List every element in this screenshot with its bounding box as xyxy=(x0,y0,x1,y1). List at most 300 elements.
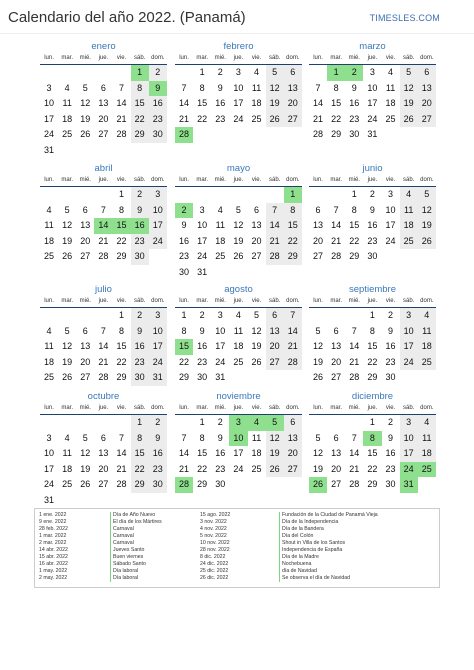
day-cell: 7 xyxy=(351,325,357,336)
empty-day-cell xyxy=(40,415,58,431)
day-cell: 14 xyxy=(313,98,324,108)
day-cell: 17 xyxy=(400,446,418,462)
day-cell: 7 xyxy=(284,308,302,324)
day-cell: 11 xyxy=(418,324,436,340)
weekday-header: mar. xyxy=(58,175,76,187)
day-cell: 24 xyxy=(215,356,226,367)
day-cell: 12 xyxy=(80,448,91,458)
weekday-header: dom. xyxy=(418,175,436,187)
day-cell: 28 xyxy=(331,251,342,261)
holiday-day-cell: 28 xyxy=(175,477,193,493)
empty-day-cell xyxy=(211,187,229,203)
day-cell: 10 xyxy=(215,325,226,336)
weekday-header: mié. xyxy=(211,53,229,65)
month-name: abril xyxy=(94,163,113,174)
day-cell: 15 xyxy=(331,98,342,108)
holiday-day-cell: 2 xyxy=(345,65,363,81)
month-name: febrero xyxy=(223,41,254,52)
day-cell: 3 xyxy=(369,67,375,77)
legend-holiday-name: Día laboral xyxy=(113,575,139,581)
day-cell: 9 xyxy=(181,220,187,230)
empty-day-cell xyxy=(76,65,94,81)
day-cell: 31 xyxy=(44,494,55,505)
day-cell: 7 xyxy=(100,325,106,336)
day-cell: 15 xyxy=(349,220,360,230)
weekday-header: dom. xyxy=(284,53,302,65)
day-cell: 16 xyxy=(149,96,167,112)
month-name: julio xyxy=(95,284,112,295)
day-cell: 14 xyxy=(179,98,190,108)
day-cell: 1 xyxy=(199,417,205,427)
day-cell: 10 xyxy=(233,82,244,93)
day-cell: 6 xyxy=(418,65,436,81)
day-cell: 24 xyxy=(385,235,396,246)
weekday-header: sáb. xyxy=(400,403,418,415)
day-cell: 13 xyxy=(98,98,109,108)
day-cell: 20 xyxy=(251,235,262,246)
day-cell: 4 xyxy=(64,82,70,93)
weekday-header: vie. xyxy=(113,53,131,65)
brand-logo[interactable]: TIMESLES.COM xyxy=(369,13,440,23)
day-cell: 4 xyxy=(400,187,418,203)
day-cell: 9 xyxy=(388,325,394,336)
weekday-header: lun. xyxy=(175,296,193,308)
day-cell: 20 xyxy=(331,463,342,474)
day-cell: 12 xyxy=(62,220,73,230)
holiday-day-cell: 2 xyxy=(175,203,193,219)
day-cell: 17 xyxy=(149,218,167,234)
weekday-header: vie. xyxy=(248,175,266,187)
day-cell: 26 xyxy=(400,112,418,128)
day-cell: 19 xyxy=(251,341,262,351)
empty-day-cell xyxy=(175,65,193,81)
day-cell: 14 xyxy=(331,220,342,230)
day-cell: 25 xyxy=(251,113,262,124)
day-cell: 3 xyxy=(400,308,418,324)
legend-date: 15 abr. 2022 xyxy=(39,554,68,560)
day-cell: 8 xyxy=(131,431,149,447)
day-cell: 11 xyxy=(62,448,72,458)
legend-date: 9 ene. 2022 xyxy=(39,519,67,525)
day-cell: 13 xyxy=(80,341,91,351)
weekday-header: mar. xyxy=(193,175,211,187)
day-cell: 9 xyxy=(351,82,357,93)
day-cell: 14 xyxy=(349,448,360,458)
holiday-day-cell: 5 xyxy=(266,415,284,431)
day-cell: 2 xyxy=(131,308,149,324)
day-cell: 30 xyxy=(367,251,378,261)
month-name: junio xyxy=(362,163,383,174)
day-cell: 22 xyxy=(331,113,342,124)
day-cell: 26 xyxy=(80,129,91,139)
legend-holiday-name: Día laboral xyxy=(113,568,139,574)
weekday-header: mié. xyxy=(211,175,229,187)
month-days-grid xyxy=(175,403,302,493)
day-cell: 17 xyxy=(400,339,418,355)
day-cell: 29 xyxy=(367,372,378,382)
day-cell: 11 xyxy=(233,325,244,336)
day-cell: 28 xyxy=(349,372,360,382)
day-cell: 23 xyxy=(385,356,396,367)
legend-date: 3 nov. 2022 xyxy=(200,519,227,525)
day-cell: 22 xyxy=(131,462,149,478)
day-cell: 5 xyxy=(315,432,321,443)
day-cell: 17 xyxy=(149,339,167,355)
day-cell: 16 xyxy=(215,98,226,108)
holiday-day-cell: 14 xyxy=(94,218,112,234)
empty-day-cell xyxy=(58,65,76,81)
holiday-day-cell: 26 xyxy=(309,477,327,493)
empty-day-cell xyxy=(94,65,112,81)
day-cell: 30 xyxy=(149,127,167,143)
day-cell: 29 xyxy=(131,477,149,493)
day-cell: 6 xyxy=(100,82,106,93)
day-cell: 20 xyxy=(418,96,436,112)
weekday-header: vie. xyxy=(248,403,266,415)
day-cell: 2 xyxy=(369,189,375,199)
weekday-header: sáb. xyxy=(400,175,418,187)
day-cell: 7 xyxy=(315,82,321,93)
legend-divider xyxy=(110,512,111,582)
day-cell: 28 xyxy=(98,372,109,382)
day-cell: 6 xyxy=(284,415,302,431)
month-enero xyxy=(40,40,167,158)
month-name: diciembre xyxy=(351,391,394,402)
day-cell: 21 xyxy=(116,463,127,474)
day-cell: 22 xyxy=(179,356,190,367)
month-octubre xyxy=(40,390,167,508)
day-cell: 26 xyxy=(313,372,324,382)
legend-holiday-name: Fundación de la Ciudad de Panamá Vieja xyxy=(282,512,378,518)
day-cell: 3 xyxy=(149,308,167,324)
day-cell: 4 xyxy=(418,415,436,431)
legend-holiday-name: Carnaval xyxy=(113,540,134,546)
weekday-header: mar. xyxy=(327,175,345,187)
day-cell: 19 xyxy=(266,96,284,112)
day-cell: 5 xyxy=(235,204,241,215)
weekday-header: jue. xyxy=(229,403,247,415)
day-cell: 29 xyxy=(284,249,302,265)
day-cell: 28 xyxy=(284,355,302,371)
day-cell: 5 xyxy=(315,325,321,336)
empty-day-cell xyxy=(327,187,345,203)
weekday-header: mar. xyxy=(193,53,211,65)
weekday-header: mié. xyxy=(345,296,363,308)
day-cell: 2 xyxy=(388,310,394,320)
weekday-header: sáb. xyxy=(400,296,418,308)
day-cell: 31 xyxy=(367,129,378,139)
day-cell: 18 xyxy=(418,339,436,355)
day-cell: 6 xyxy=(82,325,88,336)
month-name: septiembre xyxy=(349,284,396,295)
weekday-header: mar. xyxy=(193,296,211,308)
month-days-grid xyxy=(309,403,436,493)
day-cell: 18 xyxy=(251,448,262,458)
day-cell: 22 xyxy=(116,356,127,367)
day-cell: 22 xyxy=(367,463,378,474)
weekday-header: dom. xyxy=(418,403,436,415)
day-cell: 20 xyxy=(331,356,342,367)
empty-day-cell xyxy=(345,308,363,324)
holiday-day-cell: 9 xyxy=(149,81,167,97)
weekday-header: dom. xyxy=(149,53,167,65)
day-cell: 28 xyxy=(313,129,324,139)
day-cell: 23 xyxy=(215,463,226,474)
day-cell: 14 xyxy=(98,341,109,351)
legend-date: 14 abr. 2022 xyxy=(39,547,68,553)
day-cell: 13 xyxy=(331,448,342,458)
day-cell: 6 xyxy=(333,325,339,336)
weekday-header: sáb. xyxy=(131,296,149,308)
weekday-header: sáb. xyxy=(266,175,284,187)
day-cell: 1 xyxy=(181,310,187,320)
legend-holiday-name: Shout in Villa de los Santos xyxy=(282,540,346,546)
legend-holiday-name: día de Navidad xyxy=(282,568,317,574)
day-cell: 21 xyxy=(266,234,284,250)
day-cell: 4 xyxy=(64,432,70,443)
legend-holiday-name: Día de Año Nuevo xyxy=(113,512,156,518)
day-cell: 9 xyxy=(149,431,167,447)
day-cell: 5 xyxy=(418,187,436,203)
month-abril xyxy=(40,162,167,265)
weekday-header: jue. xyxy=(363,175,381,187)
day-cell: 25 xyxy=(251,463,262,474)
day-cell: 22 xyxy=(116,235,127,246)
day-cell: 14 xyxy=(116,98,127,108)
day-cell: 24 xyxy=(233,113,244,124)
day-cell: 30 xyxy=(197,372,208,382)
day-cell: 29 xyxy=(367,479,378,489)
day-cell: 26 xyxy=(266,112,284,128)
day-cell: 29 xyxy=(131,127,149,143)
day-cell: 2 xyxy=(388,417,394,427)
month-name: octubre xyxy=(87,391,120,402)
day-cell: 1 xyxy=(369,310,375,320)
day-cell: 24 xyxy=(44,129,55,139)
day-cell: 21 xyxy=(116,113,127,124)
day-cell: 31 xyxy=(215,372,226,382)
legend-divider xyxy=(279,512,280,582)
weekday-header: vie. xyxy=(113,403,131,415)
day-cell: 6 xyxy=(266,308,284,324)
day-cell: 12 xyxy=(62,341,73,351)
day-cell: 12 xyxy=(313,448,324,458)
day-cell: 3 xyxy=(217,310,223,320)
day-cell: 1 xyxy=(199,67,205,77)
day-cell: 23 xyxy=(149,112,167,128)
day-cell: 20 xyxy=(313,235,324,246)
day-cell: 11 xyxy=(44,220,54,230)
day-cell: 17 xyxy=(44,113,55,124)
day-cell: 9 xyxy=(217,432,223,443)
day-cell: 20 xyxy=(284,96,302,112)
day-cell: 29 xyxy=(179,372,190,382)
day-cell: 6 xyxy=(254,204,260,215)
day-cell: 18 xyxy=(44,235,55,246)
legend-date: 1 ene. 2022 xyxy=(39,512,67,518)
day-cell: 25 xyxy=(215,251,226,261)
day-cell: 18 xyxy=(233,341,244,351)
day-cell: 5 xyxy=(254,310,260,320)
day-cell: 29 xyxy=(331,129,342,139)
day-cell: 31 xyxy=(44,144,55,155)
empty-day-cell xyxy=(58,415,76,431)
legend-holiday-name: Jueves Santo xyxy=(113,547,145,553)
day-cell: 18 xyxy=(418,446,436,462)
empty-day-cell xyxy=(76,415,94,431)
day-cell: 27 xyxy=(80,251,91,261)
weekday-header: dom. xyxy=(284,296,302,308)
day-cell: 28 xyxy=(349,479,360,489)
weekday-header: jue. xyxy=(94,175,112,187)
day-cell: 4 xyxy=(46,204,52,215)
day-cell: 9 xyxy=(131,203,149,219)
day-cell: 22 xyxy=(284,234,302,250)
legend-holiday-name: Día de la Bandera xyxy=(282,526,324,532)
legend-date: 10 nov. 2022 xyxy=(200,540,230,546)
day-cell: 26 xyxy=(418,234,436,250)
day-cell: 2 xyxy=(217,417,223,427)
day-cell: 5 xyxy=(82,82,88,93)
empty-day-cell xyxy=(40,65,58,81)
day-cell: 25 xyxy=(62,479,73,489)
empty-day-cell xyxy=(76,187,94,203)
weekday-header: sáb. xyxy=(400,53,418,65)
weekday-header: lun. xyxy=(40,296,58,308)
holiday-day-cell: 16 xyxy=(131,218,149,234)
page-title: Calendario del año 2022. (Panamá) xyxy=(8,9,246,26)
day-cell: 25 xyxy=(233,356,244,367)
day-cell: 5 xyxy=(82,432,88,443)
empty-day-cell xyxy=(309,65,327,81)
weekday-header: lun. xyxy=(309,53,327,65)
weekday-header: mié. xyxy=(76,296,94,308)
legend-date: 1 may. 2022 xyxy=(39,568,68,574)
day-cell: 10 xyxy=(400,324,418,340)
legend-holiday-name: Día de la Madre xyxy=(282,554,319,560)
day-cell: 2 xyxy=(149,415,167,431)
empty-day-cell xyxy=(327,308,345,324)
day-cell: 27 xyxy=(251,251,262,261)
weekday-header: mar. xyxy=(58,53,76,65)
day-cell: 10 xyxy=(149,324,167,340)
weekday-header: lun. xyxy=(309,403,327,415)
day-cell: 12 xyxy=(233,220,244,230)
day-cell: 16 xyxy=(131,339,149,355)
weekday-header: lun. xyxy=(40,53,58,65)
legend-date: 24 dic. 2022 xyxy=(200,561,229,567)
day-cell: 22 xyxy=(349,235,360,246)
day-cell: 4 xyxy=(46,325,52,336)
day-cell: 5 xyxy=(64,325,70,336)
day-cell: 4 xyxy=(217,204,223,215)
month-marzo xyxy=(309,40,436,143)
day-cell: 27 xyxy=(284,462,302,478)
month-days-grid xyxy=(309,53,436,143)
month-julio xyxy=(40,283,167,386)
day-cell: 16 xyxy=(367,220,378,230)
legend-holiday-name: Carnaval xyxy=(113,526,134,532)
day-cell: 2 xyxy=(199,310,205,320)
holiday-day-cell: 28 xyxy=(175,127,193,143)
day-cell: 8 xyxy=(119,204,125,215)
day-cell: 30 xyxy=(179,266,190,277)
day-cell: 16 xyxy=(385,341,396,351)
day-cell: 1 xyxy=(131,415,149,431)
day-cell: 14 xyxy=(266,218,284,234)
day-cell: 8 xyxy=(199,82,205,93)
day-cell: 9 xyxy=(217,82,223,93)
day-cell: 24 xyxy=(149,234,167,250)
day-cell: 16 xyxy=(215,448,226,458)
header-divider xyxy=(0,33,474,34)
empty-day-cell xyxy=(175,415,193,431)
month-days-grid xyxy=(40,53,167,158)
day-cell: 23 xyxy=(197,356,208,367)
day-cell: 15 xyxy=(131,446,149,462)
day-cell: 19 xyxy=(313,356,324,367)
day-cell: 24 xyxy=(149,355,167,371)
holiday-day-cell: 25 xyxy=(418,462,436,478)
day-cell: 4 xyxy=(388,67,394,77)
day-cell: 15 xyxy=(284,218,302,234)
day-cell: 22 xyxy=(197,113,208,124)
legend-date: 28 nov. 2022 xyxy=(200,547,230,553)
weekday-header: lun. xyxy=(309,296,327,308)
day-cell: 11 xyxy=(62,98,72,108)
day-cell: 23 xyxy=(367,235,378,246)
weekday-header: vie. xyxy=(248,53,266,65)
weekday-header: sáb. xyxy=(266,296,284,308)
legend-column xyxy=(282,512,378,582)
weekday-header: jue. xyxy=(94,53,112,65)
day-cell: 18 xyxy=(215,235,226,246)
legend-date: 2 may. 2022 xyxy=(39,575,68,581)
weekday-header: mié. xyxy=(76,403,94,415)
day-cell: 27 xyxy=(98,129,109,139)
weekday-header: lun. xyxy=(175,53,193,65)
day-cell: 23 xyxy=(385,463,396,474)
weekday-header: mié. xyxy=(76,53,94,65)
day-cell: 26 xyxy=(80,479,91,489)
day-cell: 13 xyxy=(313,220,324,230)
legend-date: 4 nov. 2022 xyxy=(200,526,227,532)
day-cell: 25 xyxy=(62,129,73,139)
day-cell: 7 xyxy=(119,82,125,93)
day-cell: 27 xyxy=(80,372,91,382)
day-cell: 12 xyxy=(400,81,418,97)
day-cell: 10 xyxy=(44,98,55,108)
weekday-header: dom. xyxy=(149,403,167,415)
day-cell: 6 xyxy=(100,432,106,443)
weekday-header: jue. xyxy=(229,296,247,308)
day-cell: 23 xyxy=(131,234,149,250)
day-cell: 20 xyxy=(98,113,109,124)
day-cell: 14 xyxy=(116,448,127,458)
day-cell: 8 xyxy=(119,325,125,336)
legend-holiday-name: Independencia de España xyxy=(282,547,343,553)
empty-day-cell xyxy=(76,308,94,324)
legend-holiday-name: Se observa el día de Navidad xyxy=(282,575,351,581)
day-cell: 23 xyxy=(131,355,149,371)
day-cell: 18 xyxy=(400,218,418,234)
day-cell: 3 xyxy=(199,204,205,215)
day-cell: 25 xyxy=(44,251,55,261)
month-name: agosto xyxy=(224,284,253,295)
day-cell: 10 xyxy=(149,203,167,219)
empty-day-cell xyxy=(345,415,363,431)
day-cell: 8 xyxy=(199,432,205,443)
